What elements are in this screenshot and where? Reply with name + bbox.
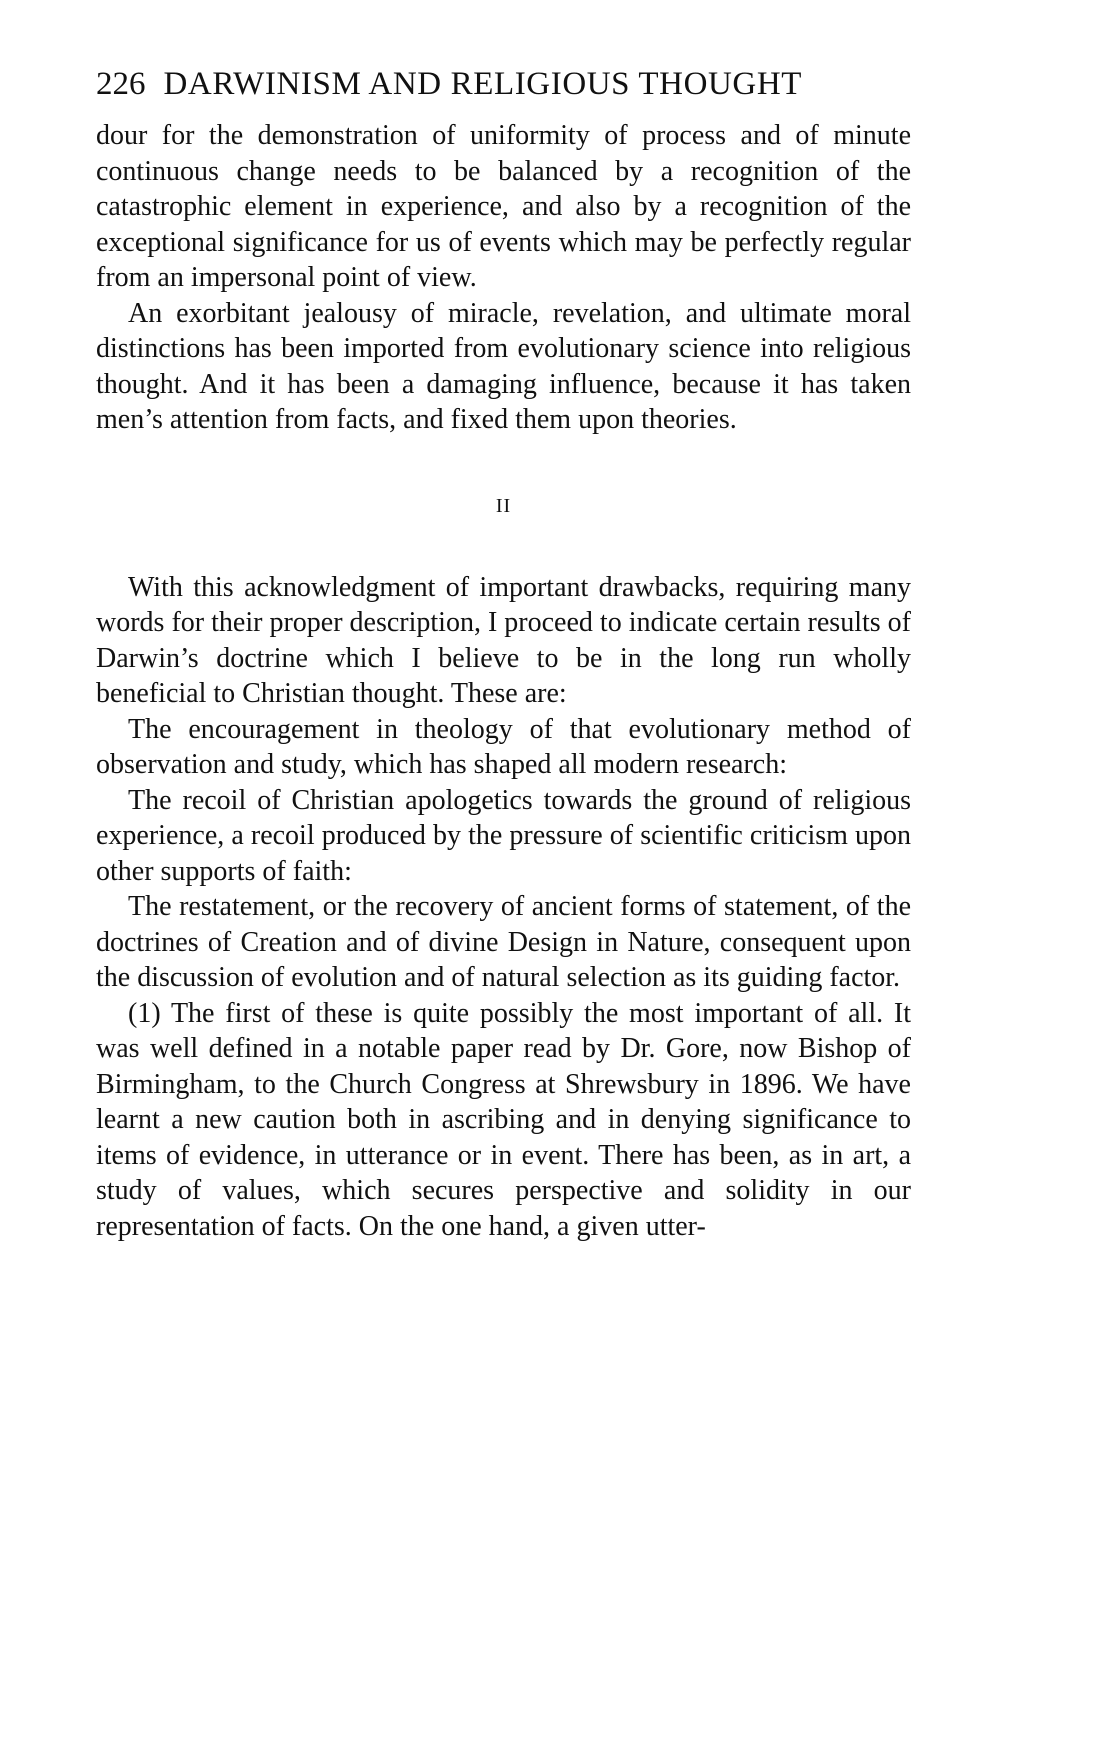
running-head	[96, 62, 911, 106]
page-number: 226	[96, 66, 146, 102]
running-title: DARWINISM AND RELIGIOUS THOUGHT	[163, 66, 803, 102]
book-page	[96, 62, 911, 1244]
paragraph-first-result: (1) The first of these is quite possibly the most important of all. It was well defined in a notable paper read by Dr. Gore, now Bishop of Birmingham, to the Church Congress at Shrewsbury in 1896. We have learnt a new caution both in ascribing and in denying significance to items of evidence, in utterance or in event. There has been, as in art, a study of values, which secures perspective and solidity in our representation of facts. On the one hand, a given utter-	[96, 997, 911, 1242]
paragraph-jealousy-of-miracle: An exorbitant jealousy of miracle, revelation, and ultimate moral distinctions has been imported from evolutionary science into religious thought. And it has been a damaging influence, because it has taken men’s attention from facts, and fixed them upon theories.	[96, 297, 911, 435]
paragraph-recoil: The recoil of Christian apologetics towards the ground of religious experience, a recoil produced by the pressure of scientific criticism upon other supports of faith:	[96, 784, 911, 887]
paragraph-encouragement: The encouragement in theology of that evolutionary method of observation and study, which has shaped all modern research:	[96, 713, 911, 780]
paragraph-acknowledgment: With this acknowledgment of important drawbacks, requiring many words for their proper description, I proceed to indicate certain results of Darwin’s doctrine which I believe to be in the long run wholly beneficial to Christian thought. These are:	[96, 571, 911, 709]
paragraph-continuation: dour for the demonstration of uniformity of process and of minute continuous change needs to be balanced by a recognition of the catastrophic element in experience, and also by a recognition of the exceptional significance for us of events which may be perfectly regular from an impersonal point of view.	[96, 120, 911, 293]
section-number: II	[495, 494, 512, 517]
paragraph-restatement: The restatement, or the recovery of ancient forms of statement, of the doctrines of Creation and of divine Design in Nature, consequent upon the discussion of evolution and of natural selection as its guiding factor.	[96, 891, 911, 993]
